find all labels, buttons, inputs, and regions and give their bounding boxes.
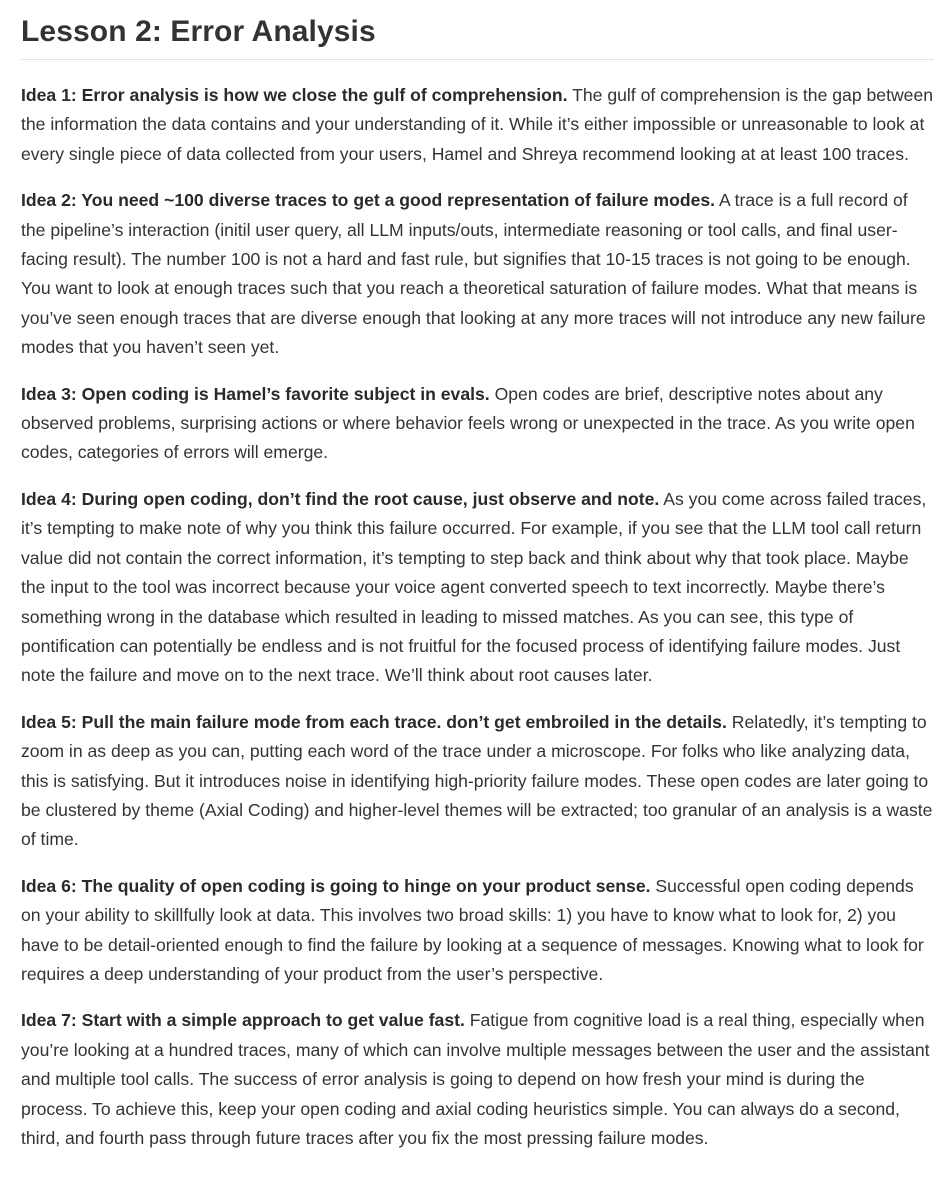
- idea-2-paragraph: [21, 186, 934, 362]
- idea-7-heading: Idea 7: Start with a simple approach to get value fast.: [21, 1010, 465, 1031]
- idea-2-body: A trace is a full record of the pipeline’s interaction (initil user query, all LLM inputs/outs, intermediate reasoning or tool calls, and final user-facing result). The number 100 is not a hard and fast rule, but signifies that 10-15 traces is not going to be enough. You want to look at enough traces such that you reach a theoretical saturation of failure modes. What that means is you’ve seen enough traces that are diverse enough that looking at any more traces will not introduce any new failure modes that you haven’t seen yet.: [21, 190, 926, 358]
- idea-6-paragraph: [21, 872, 934, 990]
- idea-5-heading: Idea 5: Pull the main failure mode from each trace. don’t get embroiled in the details.: [21, 711, 727, 732]
- idea-1-body: The gulf of comprehension is the gap between the information the data contains and your understanding of it. While it’s either impossible or unreasonable to look at every single piece of data collected from your users, Hamel and Shreya recommend looking at at least 100 traces.: [21, 85, 934, 164]
- idea-7-paragraph: [21, 1006, 934, 1153]
- idea-3-heading: Idea 3: Open coding is Hamel’s favorite subject in evals.: [21, 383, 490, 404]
- idea-2-heading: Idea 2: You need ~100 diverse traces to get a good representation of failure modes.: [21, 190, 716, 211]
- idea-5-paragraph: [21, 708, 934, 855]
- idea-3-body: Open codes are brief, descriptive notes about any observed problems, surprising actions or where behavior feels wrong or unexpected in the trace. As you write open codes, categories of errors will emerge.: [21, 383, 915, 463]
- idea-3-paragraph: [21, 380, 934, 468]
- idea-6-body: Successful open coding depends on your ability to skillfully look at data. This involves two broad skills: 1) you have to know what to look for, 2) you have to be detail-oriented enough to find the failure by looking at a sequence of messages. Knowing what to look for requires a deep understanding of your product from the user’s perspective.: [21, 875, 924, 984]
- title-divider: [21, 59, 934, 60]
- idea-7-body: Fatigue from cognitive load is a real thing, especially when you’re looking at a hundred traces, many of which can involve multiple messages between the user and the assistant and multiple tool calls. The success of error analysis is going to depend on how fresh your mind is during the process. To achieve this, keep your open coding and axial coding heuristics simple. You can always do a second, third, and fourth pass through future traces after you fix the most pressing failure modes.: [21, 1010, 930, 1148]
- idea-1-heading: Idea 1: Error analysis is how we close the gulf of comprehension.: [21, 85, 568, 105]
- idea-4-heading: Idea 4: During open coding, don’t find the root cause, just observe and note.: [21, 488, 660, 509]
- page-title: Lesson 2: Error Analysis: [21, 15, 376, 48]
- idea-4-paragraph: [21, 485, 934, 691]
- idea-4-body: As you come across failed traces, it’s tempting to make note of why you think this failure occurred. For example, if you see that the LLM tool call return value did not contain the correct information, it’s tempting to step back and think about why that took place. Maybe the input to the tool was incorrect because your voice agent converted speech to text incorrectly. Maybe there’s something wrong in the database which resulted in leading to missed matches. As you can see, this type of pontification can potentially be endless and is not fruitful for the focused process of identifying failure modes. Just note the failure and move on to the next trace. We’ll think about root causes later.: [21, 488, 927, 686]
- idea-5-body: Relatedly, it’s tempting to zoom in as deep as you can, putting each word of the trace under a microscope. For folks who like analyzing data, this is satisfying. But it introduces noise in identifying high-priority failure modes. These open codes are later going to be clustered by theme (Axial Coding) and higher-level themes will be extracted; too granular of an analysis is a waste of time.: [21, 711, 933, 850]
- idea-6-heading: Idea 6: The quality of open coding is going to hinge on your product sense.: [21, 875, 651, 896]
- idea-1-paragraph: [21, 81, 934, 169]
